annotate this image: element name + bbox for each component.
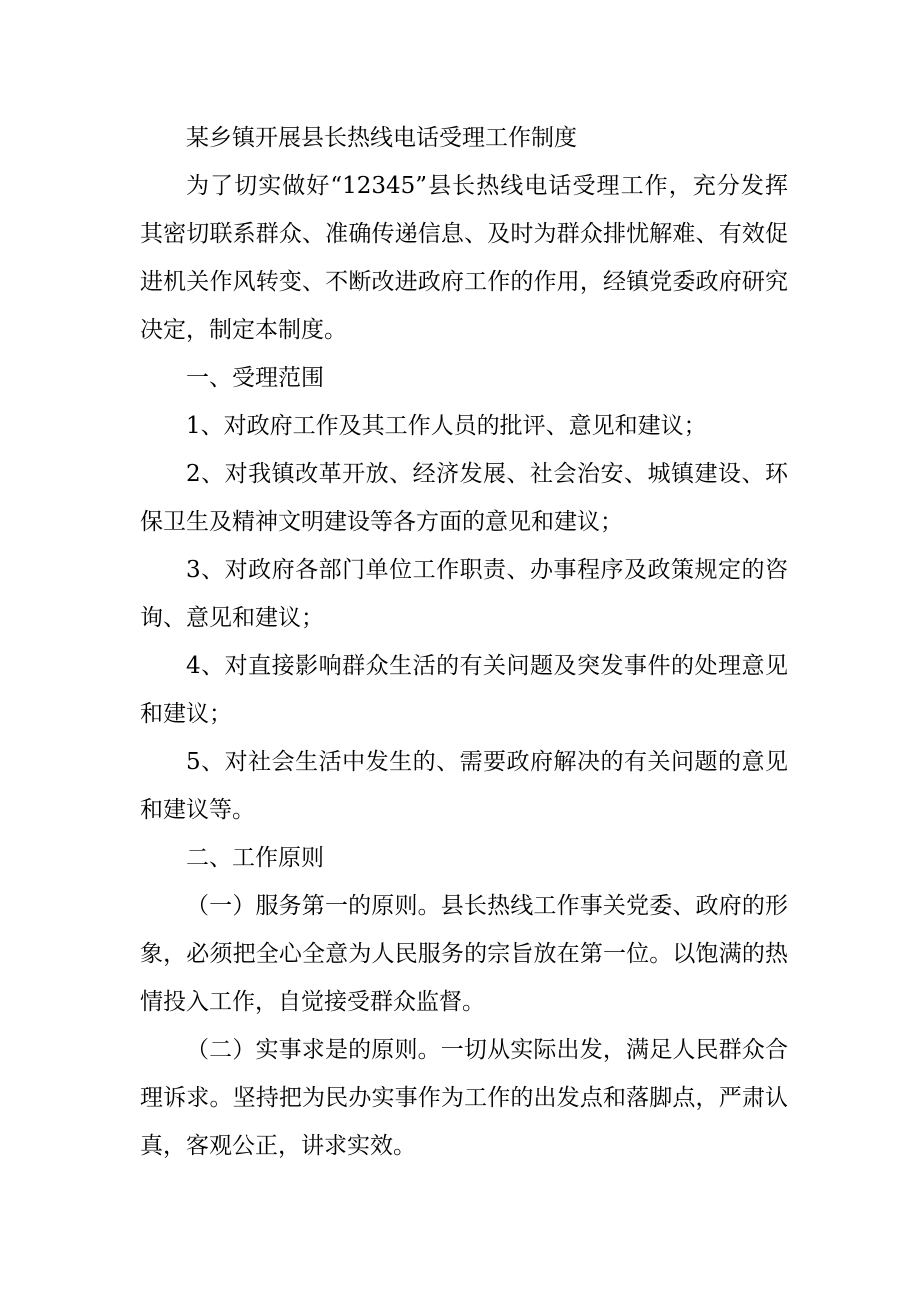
scope-item-4: 4、对直接影响群众生活的有关问题及突发事件的处理意见和建议； [140,653,788,727]
section-heading-principles: 二、工作原则 [186,845,324,871]
scope-item-2: 2、对我镇改革开放、经济发展、社会治安、城镇建设、环保卫生及精神文明建设等各方面的意见和建议； [140,461,788,535]
scope-item-3: 3、对政府各部门单位工作职责、办事程序及政策规定的咨询、意见和建议； [140,557,788,631]
scope-item-5: 5、对社会生活中发生的、需要政府解决的有关问题的意见和建议等。 [140,749,788,823]
document-page [140,114,788,1170]
section-heading-scope: 一、受理范围 [186,365,324,391]
scope-item-1: 1、对政府工作及其工作人员的批评、意见和建议； [186,413,707,439]
principle-item-2: （二）实事求是的原则。一切从实际出发，满足人民群众合理诉求。坚持把为民办实事作为工作的出发点和落脚点，严肃认真，客观公正，讲求实效。 [140,1037,788,1159]
principle-item-1: （一）服务第一的原则。县长热线工作事关党委、政府的形象，必须把全心全意为人民服务的宗旨放在第一位。以饱满的热情投入工作，自觉接受群众监督。 [140,893,788,1015]
document-title: 某乡镇开展县长热线电话受理工作制度 [186,125,577,151]
intro-paragraph: 为了切实做好“12345”县长热线电话受理工作，充分发挥其密切联系群众、准确传递信息、及时为群众排忧解难、有效促进机关作风转变、不断改进政府工作的作用，经镇党委政府研究决定，制定本制度。 [140,173,788,343]
